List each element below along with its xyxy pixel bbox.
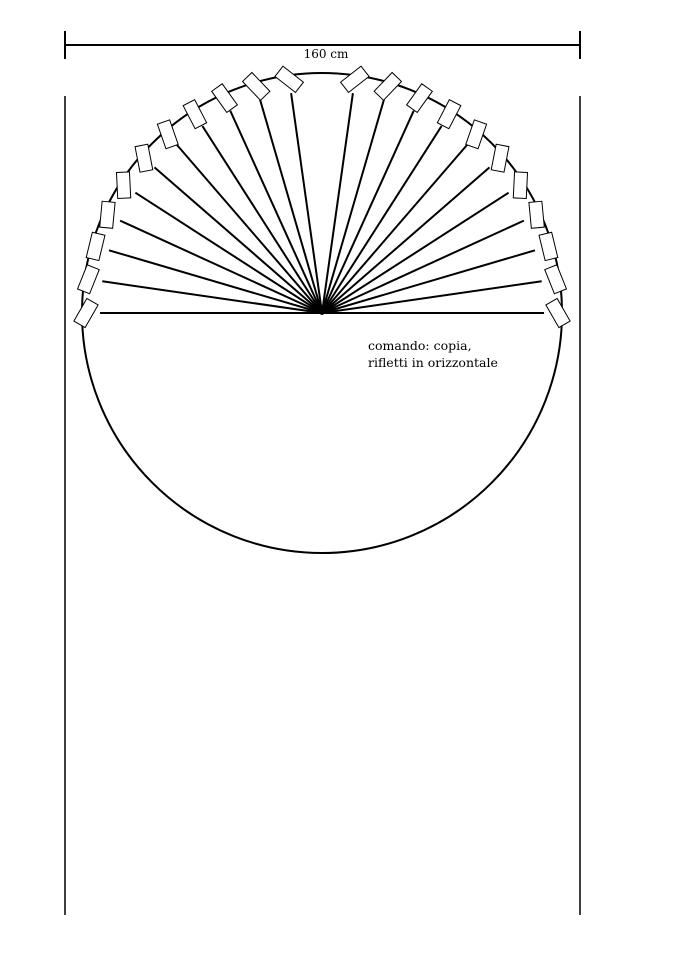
left-ray — [260, 100, 322, 313]
instruction-note — [368, 337, 498, 371]
left-tab — [100, 201, 115, 228]
right-tab — [341, 66, 369, 92]
left-ray — [109, 250, 322, 313]
right-ray — [322, 250, 535, 313]
instruction-line-2: rifletti in orizzontale — [368, 355, 498, 370]
right-tab — [546, 298, 570, 327]
right-tab — [374, 73, 401, 101]
left-ray — [155, 167, 323, 313]
left-tab — [86, 232, 105, 260]
left-tab — [243, 73, 270, 101]
left-tab — [135, 144, 153, 172]
left-ray — [177, 145, 322, 313]
left-tab — [275, 66, 303, 92]
instruction-line-1: comando: copia, — [368, 338, 472, 353]
right-tab — [513, 172, 527, 199]
right-ray — [322, 145, 467, 313]
left-tab — [74, 298, 98, 327]
right-ray — [322, 167, 490, 313]
right-ray — [322, 100, 384, 313]
dimension-label: 160 cm — [303, 47, 349, 61]
left-tab — [78, 265, 100, 294]
right-tab — [545, 265, 567, 294]
left-tab — [116, 172, 130, 199]
right-tab — [539, 232, 558, 260]
right-tab — [529, 201, 544, 228]
right-tab — [491, 144, 509, 172]
